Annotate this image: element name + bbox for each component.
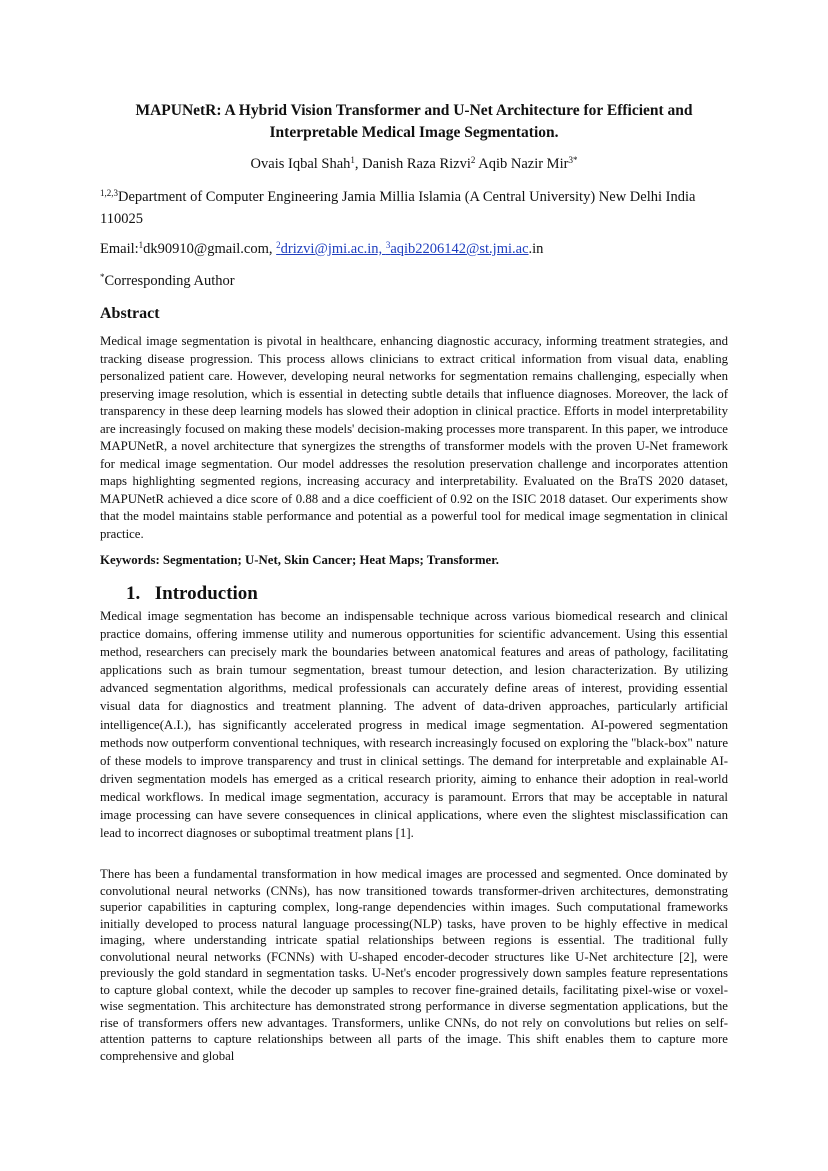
section-heading-introduction — [126, 582, 726, 606]
section-title: Introduction — [154, 583, 258, 604]
email-mark: 1 — [138, 240, 144, 250]
author-name: Ovais Iqbal Shah — [250, 156, 351, 172]
affiliation-text: Department of Computer Engineering Jamia Millia Islamia (A Central University) New Delhi India 110025 — [100, 189, 696, 227]
abstract-heading: Abstract — [100, 305, 160, 322]
author-affiliation-mark: 3* — [568, 155, 578, 165]
abstract-body: Medical image segmentation is pivotal in healthcare, enhancing diagnostic accuracy, informing treatment strategies, and tracking disease progression. This process allows clinicians to extract critical information from visual data, enabling personalized patient care. However, developing neural networks for segmentation remains challenging, especially when preserving image resolution, which is essential in detecting subtle details that influence diagnoses. Moreover, the lack of transparency in these deep learning models has slowed their adoption in clinical practice. Efforts in model interpretability are increasingly focused on making these models' decision-making processes more transparent. In this paper, we introduce MAPUNetR, a novel architecture that synergizes the strengths of transformer models with the proven U-Net framework for medical image segmentation. Our model addresses the resolution preservation challenge and incorporates attention maps highlighting segmented regions, increasing accuracy and interpretability. Evaluated on the BraTS 2020 dataset, MAPUNetR achieved a dice score of 0.88 and a dice coefficient of 0.92 on the ISIC 2018 dataset. Our experiments show that the model maintains stable performance and potential as a powerful tool for medical image segmentation in clinical practice. — [100, 334, 728, 541]
corresponding-mark: * — [100, 272, 105, 282]
email-label: Email: — [100, 241, 139, 257]
email-suffix: .in — [528, 241, 544, 257]
introduction-paragraph-2: There has been a fundamental transformation in how medical images are processed and segmented. Once dominated by convolutional neural networks (CNNs), has now transitioned towards transformer-driven architectures, demonstrating superior capabilities in capturing complex, long-range dependencies within images. Such computational frameworks initially developed to process natural language processing(NLP) tasks, have proven to be highly effective in medical imaging, where understanding intricate spatial relationships between regions is essential. The traditional fully convolutional neural networks (FCNNs) with U-shaped encoder-decoder structures like U-Net architecture [2], were previously the gold standard in segmentation tasks. U-Net's encoder progressively down samples feature representations to capture global context, while the decoder up samples to recover fine-grained details, facilitating pixel-wise or voxel-wise segmentation. This architecture has demonstrated strong performance in diverse segmentation applications, but the rise of transformers offers new advantages. Transformers, unlike CNNs, do not rely on convolutions but relies on self-attention patterns to capture relationships between all parts of the image. This shift enables them to capture more comprehensive and global — [100, 867, 728, 1064]
author-list — [100, 155, 728, 173]
email-line — [100, 240, 728, 258]
email-address: dk90910@gmail.com, — [143, 241, 277, 257]
keywords: Keywords: Segmentation; U-Net, Skin Cancer; Heat Maps; Transformer. — [100, 553, 499, 567]
corresponding-text: Corresponding Author — [104, 273, 235, 289]
affiliation — [100, 186, 728, 230]
corresponding-author-note — [100, 272, 728, 290]
introduction-paragraph-1: Medical image segmentation has become an indispensable technique across various biomedical research and clinical practice domains, offering immense utility and numerous opportunities for scientific advancement. Using this essential method, researchers can precisely mark the boundaries between anatomical features and areas of pathology, facilitating applications such as brain tumour segmentation, breast tumour detection, and lesion characterization. By utilizing advanced segmentation algorithms, medical professionals can accurately define areas of interest, providing essential visual data for diagnostics and treatment planning. The advent of data-driven approaches, particularly artificial intelligence(A.I.), has significantly accelerated progress in medical image segmentation. AI-powered segmentation methods now outperform conventional techniques, with research increasingly focused on exploring the "black-box" nature of these models to improve transparency and trust in clinical settings. The demand for interpretable and explainable AI-driven segmentation models has emerged as a critical research priority, aiming to enhance their adoption in real-world medical workflows. In medical image segmentation, accuracy is paramount. Errors that may be acceptable in natural image processing can have severe consequences in clinical applications, where even the slightest misclassification can lead to incorrect diagnoses or suboptimal treatment plans [1]. — [100, 609, 728, 841]
section-number: 1. — [126, 583, 141, 604]
author-name: Aqib Nazir Mir — [478, 156, 569, 172]
email-link[interactable]: $^2$drizvi@jmi.ac.in, $^3$aqib2206142@st.jmi.ac — [276, 240, 529, 257]
author-affiliation-mark: 2 — [470, 155, 476, 165]
email-mark: 2 — [276, 240, 281, 250]
author-name: Danish Raza Rizvi — [362, 156, 471, 172]
author-separator: , — [354, 156, 363, 172]
affiliation-mark: 1,2,3 — [100, 188, 118, 198]
email-mark: 3 — [385, 240, 391, 250]
author-affiliation-mark: 1 — [350, 155, 355, 165]
paper-title: MAPUNetR: A Hybrid Vision Transformer and U-Net Architecture for Efficient and Interpretable Medical Image Segmentation. — [135, 102, 693, 141]
